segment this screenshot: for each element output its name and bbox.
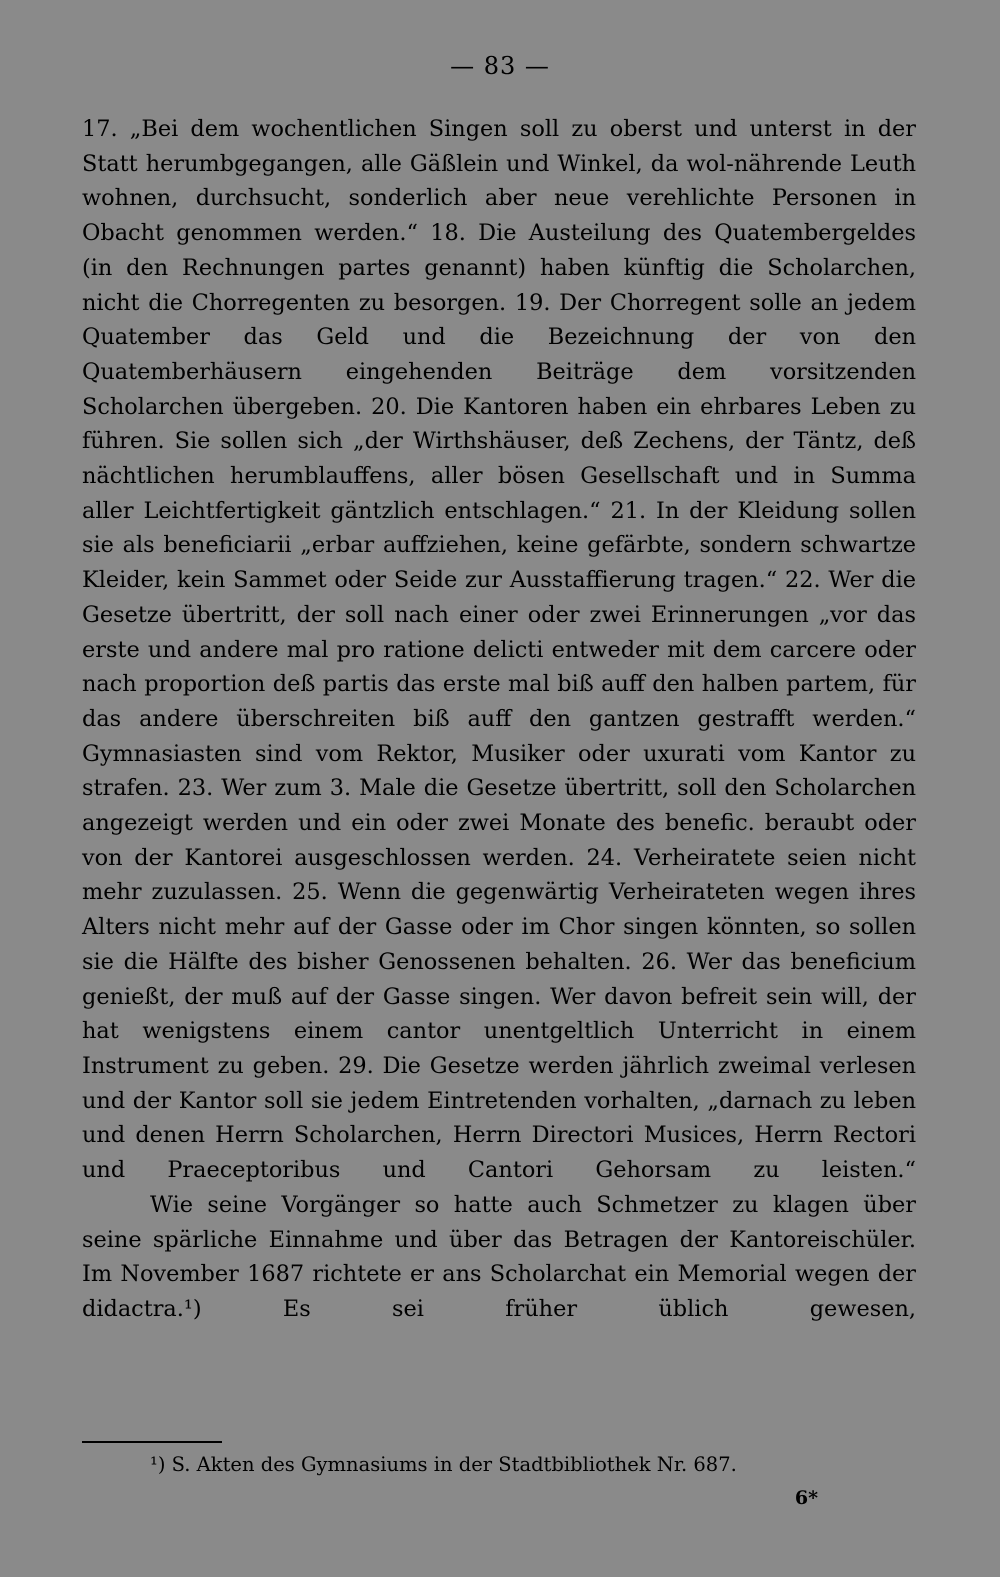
- footnote-divider: [82, 1441, 222, 1443]
- signature-mark: 6*: [794, 1487, 818, 1509]
- paragraph-schmetzer: Wie seine Vorgänger so hatte auch Schmetzer zu klagen über seine spärliche Einnahme und über das Betragen der Kantoreischüler. Im November 1687 richtete er ans Scholarchat ein Memorial wegen der didactra.¹) Es sei früher üblich gewesen,: [82, 1191, 916, 1322]
- footnote: ¹) S. Akten des Gymnasiums in der Stadtbibliothek Nr. 687.: [150, 1453, 737, 1476]
- body-text: [82, 112, 916, 1327]
- paragraph-statutes: 17. „Bei dem wochentlichen Singen soll zu oberst und unterst in der Statt herumbgegangen, alle Gäßlein und Winkel, da wol-nährende Leuth wohnen, durchsucht, sonderlich aber neue verehlichte Personen in Obacht genommen werden.“ 18. Die Austeilung des Quatembergeldes (in den Rechnungen partes genannt) haben künftig die Scholarchen, nicht die Chorregenten zu besorgen. 19. Der Chorregent solle an jedem Quatember das Geld und die Bezeichnung der von den Quatemberhäusern eingehenden Beiträge dem vorsitzenden Scholarchen übergeben. 20. Die Kantoren haben ein ehrbares Leben zu führen. Sie sollen sich „der Wirthshäuser, deß Zechens, der Täntz, deß nächtlichen herumblauffens, aller bösen Gesellschaft und in Summa aller Leichtfertigkeit gäntzlich entschlagen.“ 21. In der Kleidung sollen sie als beneficiarii „erbar auffziehen, keine gefärbte, sondern schwartze Kleider, kein Sammet oder Seide zur Ausstaffierung tragen.“ 22. Wer die Gesetze übertritt, der soll nach einer oder zwei Erinnerungen „vor das erste und andere mal pro ratione delicti entweder mit dem carcere oder nach proportion deß partis das erste mal biß auff den halben partem, für das andere überschreiten biß auff den gantzen gestrafft werden.“ Gymnasiasten sind vom Rektor, Musiker oder uxurati vom Kantor zu strafen. 23. Wer zum 3. Male die Gesetze übertritt, soll den Scholarchen angezeigt werden und ein oder zwei Monate des benefic. beraubt oder von der Kantorei ausgeschlossen werden. 24. Verheiratete seien nicht mehr zuzulassen. 25. Wenn die gegenwärtig Verheirateten wegen ihres Alters nicht mehr auf der Gasse oder im Chor singen könnten, so sollen sie die Hälfte des bisher Genossenen behalten. 26. Wer das beneficium genießt, der muß auf der Gasse singen. Wer davon befreit sein will, der hat wenigstens einem cantor unentgeltlich Unterricht in einem Instrument zu geben. 29. Die Gesetze werden jährlich zweimal verlesen und der Kantor soll sie jedem Eintretenden vorhalten, „darnach zu leben und denen Herrn Scholarchen, Herrn Directori Musices, Herrn Rectori und Praeceptoribus und Cantori Gehorsam zu leisten.“: [82, 116, 916, 1184]
- page-number: — 83 —: [450, 52, 550, 80]
